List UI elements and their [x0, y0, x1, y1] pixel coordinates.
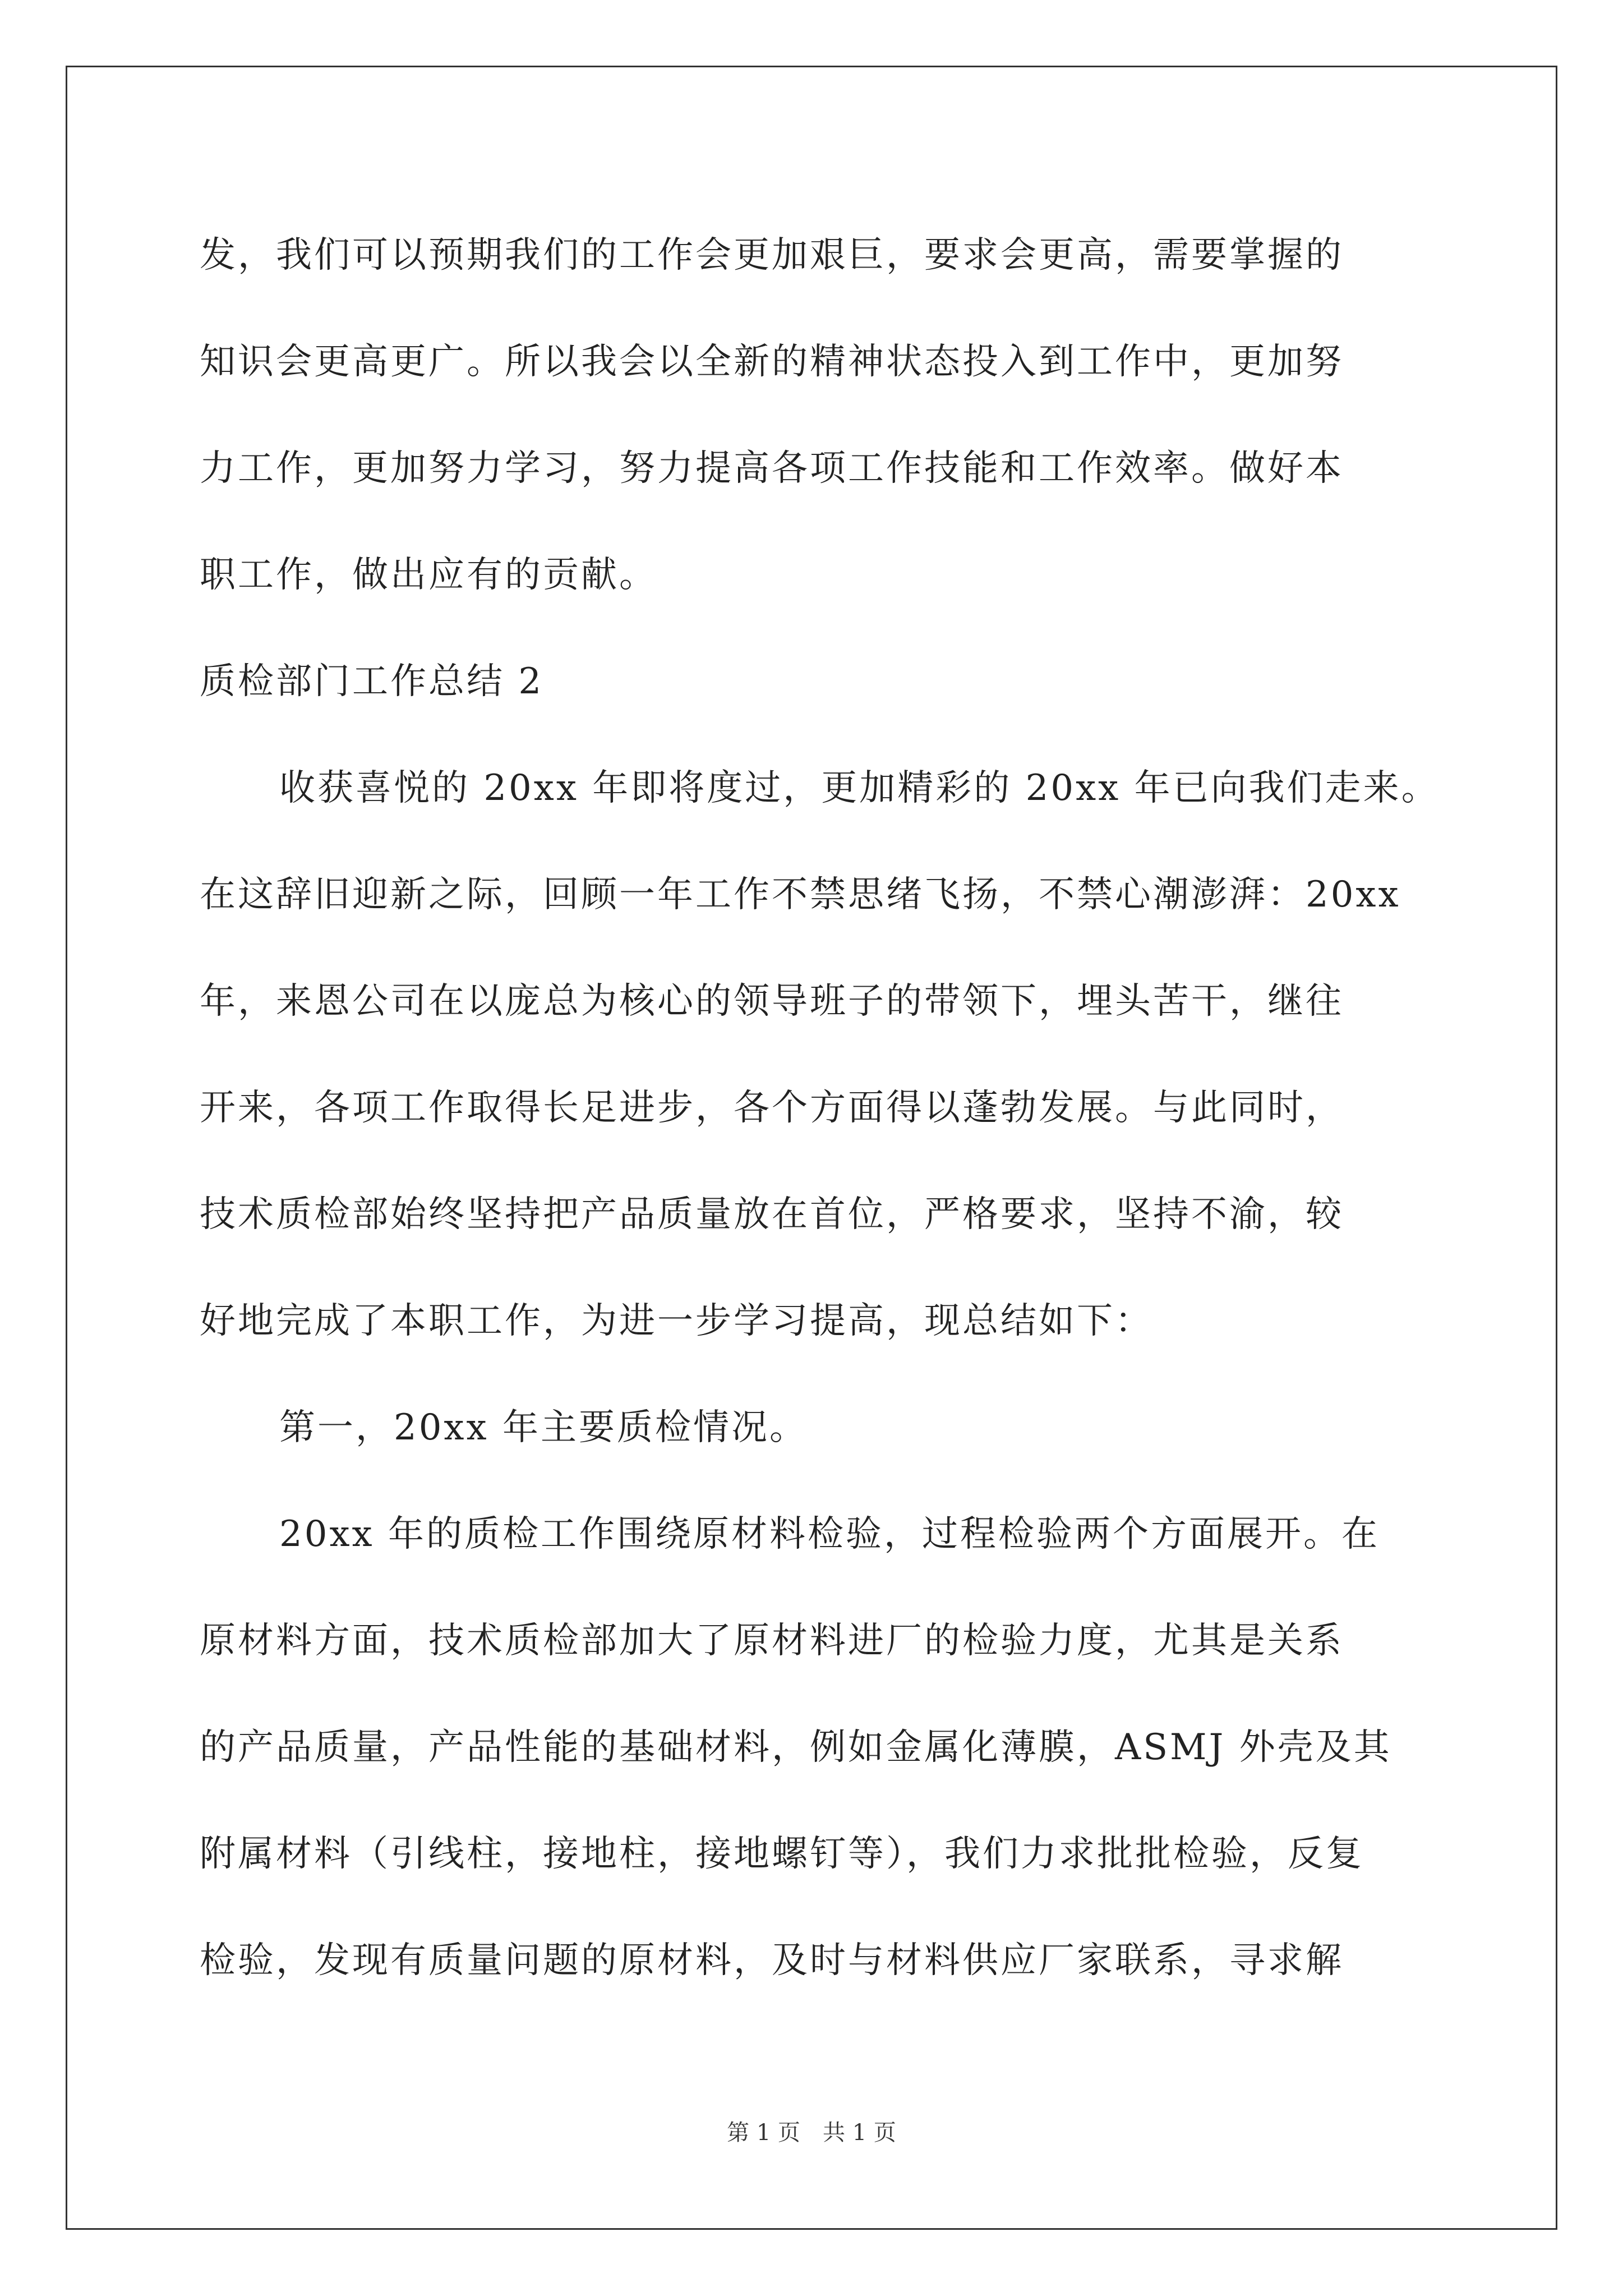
- paragraph-line: 检验，发现有质量问题的原材料，及时与材料供应厂家联系，寻求解: [200, 1940, 1344, 1981]
- paragraph-line: 附属材料（引线柱，接地柱，接地螺钉等），我们力求批批检验，反复: [200, 1833, 1364, 1875]
- page-number: 第 1 页: [727, 2120, 800, 2146]
- paragraph-line: 的产品质量，产品性能的基础材料，例如金属化薄膜，ASMJ 外壳及其: [200, 1727, 1392, 1768]
- section-heading: 质检部门工作总结 2: [200, 661, 544, 702]
- paragraph-line: 发，我们可以预期我们的工作会更加艰巨，要求会更高，需要掌握的: [200, 234, 1344, 276]
- paragraph-line: 开来，各项工作取得长足进步，各个方面得以蓬勃发展。与此同时，: [200, 1087, 1344, 1129]
- page-footer: [0, 2115, 1623, 2147]
- paragraph-line: 收获喜悦的 20xx 年即将度过，更加精彩的 20xx 年已向我们走来。: [279, 767, 1440, 809]
- paragraph-line: 在这辞旧迎新之际，回顾一年工作不禁思绪飞扬，不禁心潮澎湃：20xx: [200, 874, 1401, 915]
- paragraph-line: 原材料方面，技术质检部加大了原材料进厂的检验力度，尤其是关系: [200, 1620, 1344, 1662]
- paragraph-line: 年，来恩公司在以庞总为核心的领导班子的带领下，埋头苦干，继往: [200, 981, 1344, 1022]
- paragraph-line: 知识会更高更广。所以我会以全新的精神状态投入到工作中，更加努: [200, 341, 1344, 383]
- subsection-heading: 第一，20xx 年主要质检情况。: [279, 1407, 808, 1448]
- paragraph-line: 职工作，做出应有的贡献。: [200, 554, 657, 596]
- paragraph-line: 好地完成了本职工作，为进一步学习提高，现总结如下：: [200, 1300, 1153, 1342]
- document-body: [200, 202, 1456, 2014]
- paragraph-line: 力工作，更加努力学习，努力提高各项工作技能和工作效率。做好本: [200, 448, 1344, 489]
- page-total: 共 1 页: [823, 2120, 896, 2146]
- paragraph-line: 20xx 年的质检工作围绕原材料检验，过程检验两个方面展开。在: [279, 1513, 1380, 1555]
- paragraph-line: 技术质检部始终坚持把产品质量放在首位，严格要求，坚持不渝，较: [200, 1194, 1344, 1235]
